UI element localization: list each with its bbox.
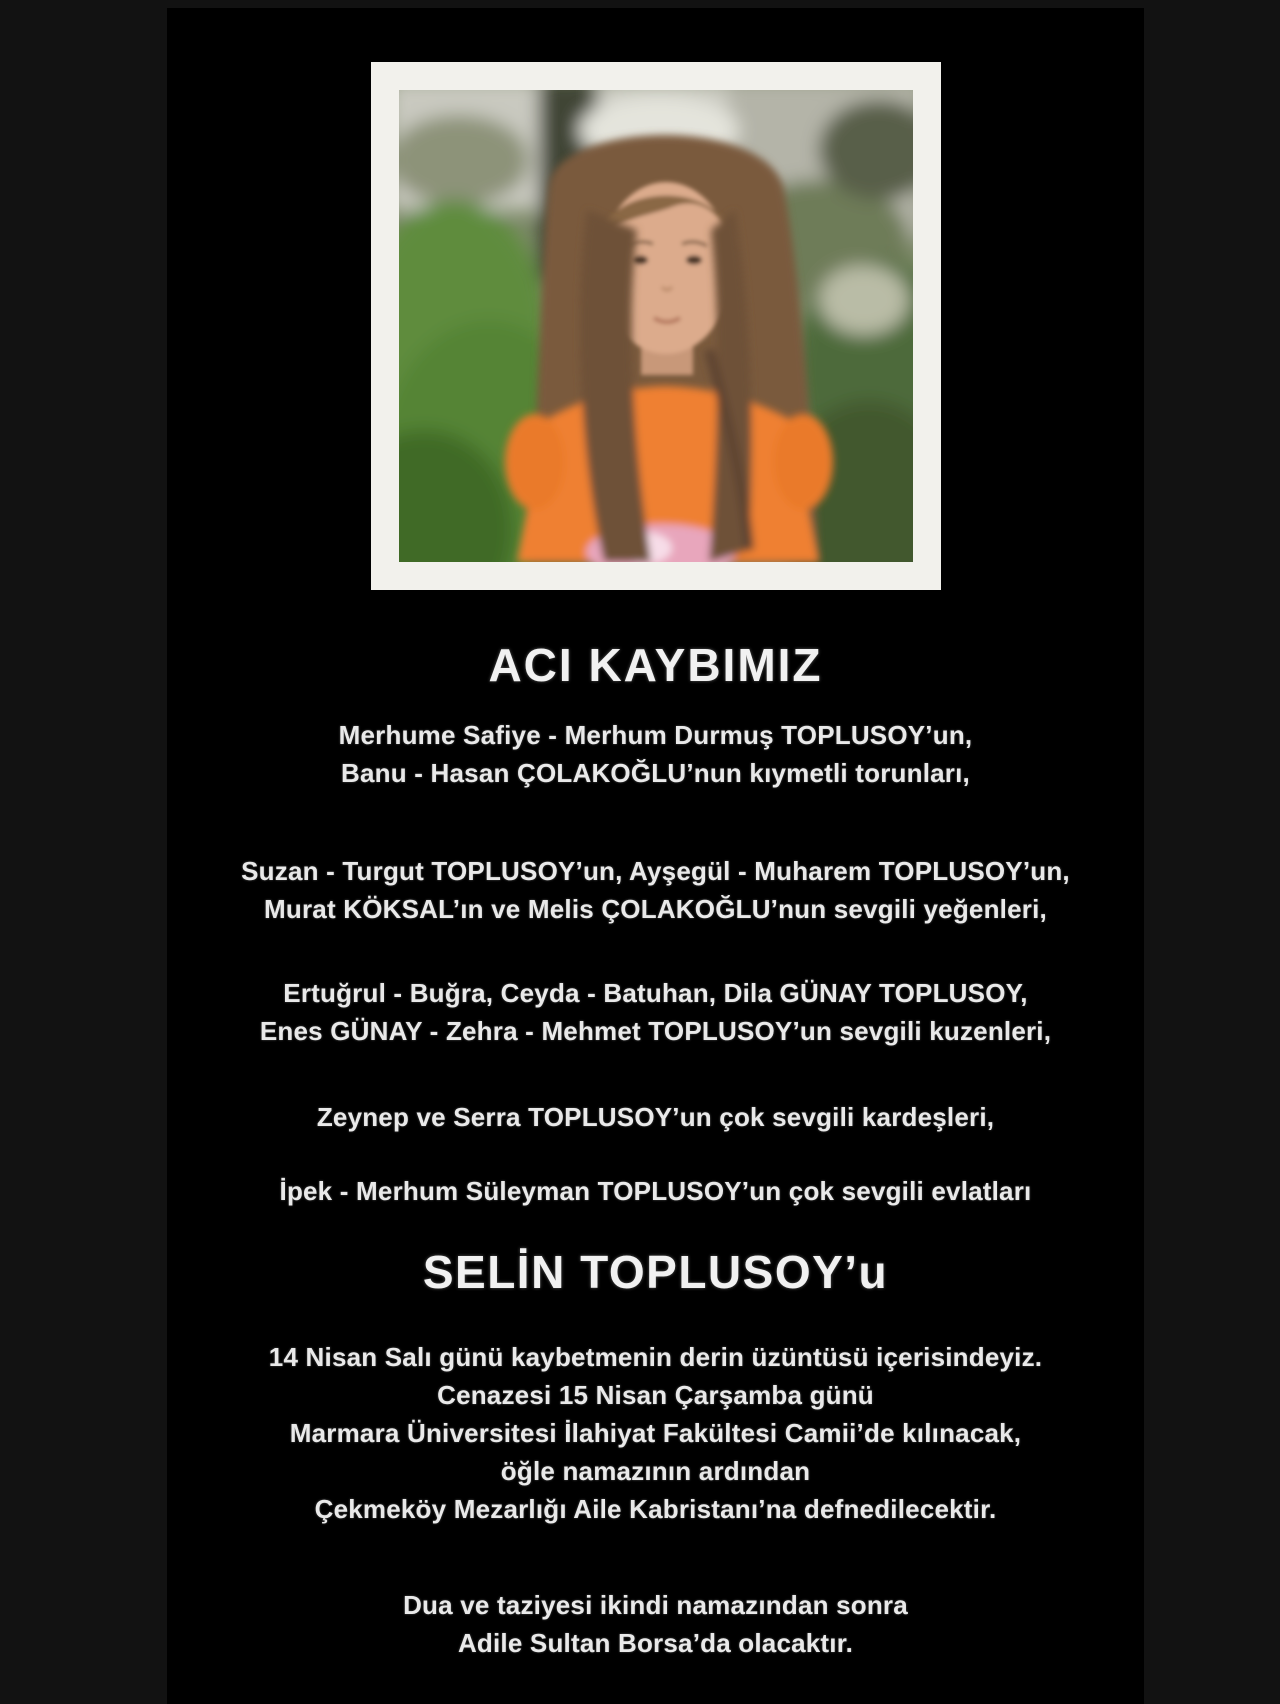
memorial-photo xyxy=(399,90,913,562)
memorial-line: Murat KÖKSAL’ın ve Melis ÇOLAKOĞLU’nun sevgili yeğenleri, xyxy=(264,894,1047,924)
memorial-line: Merhume Safiye - Merhum Durmuş TOPLUSOY’un, xyxy=(338,720,973,750)
memorial-line: Suzan - Turgut TOPLUSOY’un, Ayşegül - Muharem TOPLUSOY’un, xyxy=(241,856,1070,886)
relation-paragraph-parents xyxy=(280,1172,1032,1210)
memorial-line: Adile Sultan Borsa’da olacaktır. xyxy=(457,1628,854,1658)
girl-portrait-photo xyxy=(399,90,913,562)
memorial-line: Çekmeköy Mezarlığı Aile Kabristanı’na defnedilecektir. xyxy=(314,1494,997,1524)
memorial-line: öğle namazının ardından xyxy=(500,1456,811,1486)
relation-paragraph-aunts-uncles xyxy=(241,852,1070,928)
memorial-line: İpek - Merhum Süleyman TOPLUSOY’un çok sevgili evlatları xyxy=(279,1176,1032,1206)
memorial-card xyxy=(167,8,1144,1704)
relation-paragraph-siblings xyxy=(317,1098,994,1136)
deceased-name: SELİN TOPLUSOY’u xyxy=(422,1246,889,1298)
relation-paragraph-cousins xyxy=(260,974,1051,1050)
memorial-title: ACI KAYBIMIZ xyxy=(488,639,823,691)
memorial-line: 14 Nisan Salı günü kaybetmenin derin üzüntüsü içerisindeyiz. xyxy=(268,1342,1043,1372)
memorial-line: Cenazesi 15 Nisan Çarşamba günü xyxy=(437,1380,874,1410)
memorial-line: Marmara Üniversitesi İlahiyat Fakültesi Camii’de kılınacak, xyxy=(289,1418,1022,1448)
memorial-line: Zeynep ve Serra TOPLUSOY’un çok sevgili kardeşleri, xyxy=(316,1102,995,1132)
funeral-announcement-paragraph xyxy=(269,1338,1042,1528)
memorial-line: Banu - Hasan ÇOLAKOĞLU’nun kıymetli torunları, xyxy=(341,758,970,788)
memorial-photo-frame xyxy=(371,62,941,590)
memorial-line: Ertuğrul - Buğra, Ceyda - Batuhan, Dila GÜNAY TOPLUSOY, xyxy=(283,978,1028,1008)
memorial-line: Enes GÜNAY - Zehra - Mehmet TOPLUSOY’un sevgili kuzenleri, xyxy=(259,1016,1052,1046)
condolence-paragraph xyxy=(403,1586,908,1662)
relation-paragraph-grandparents xyxy=(339,716,973,792)
memorial-line: Dua ve taziyesi ikindi namazından sonra xyxy=(403,1590,908,1620)
